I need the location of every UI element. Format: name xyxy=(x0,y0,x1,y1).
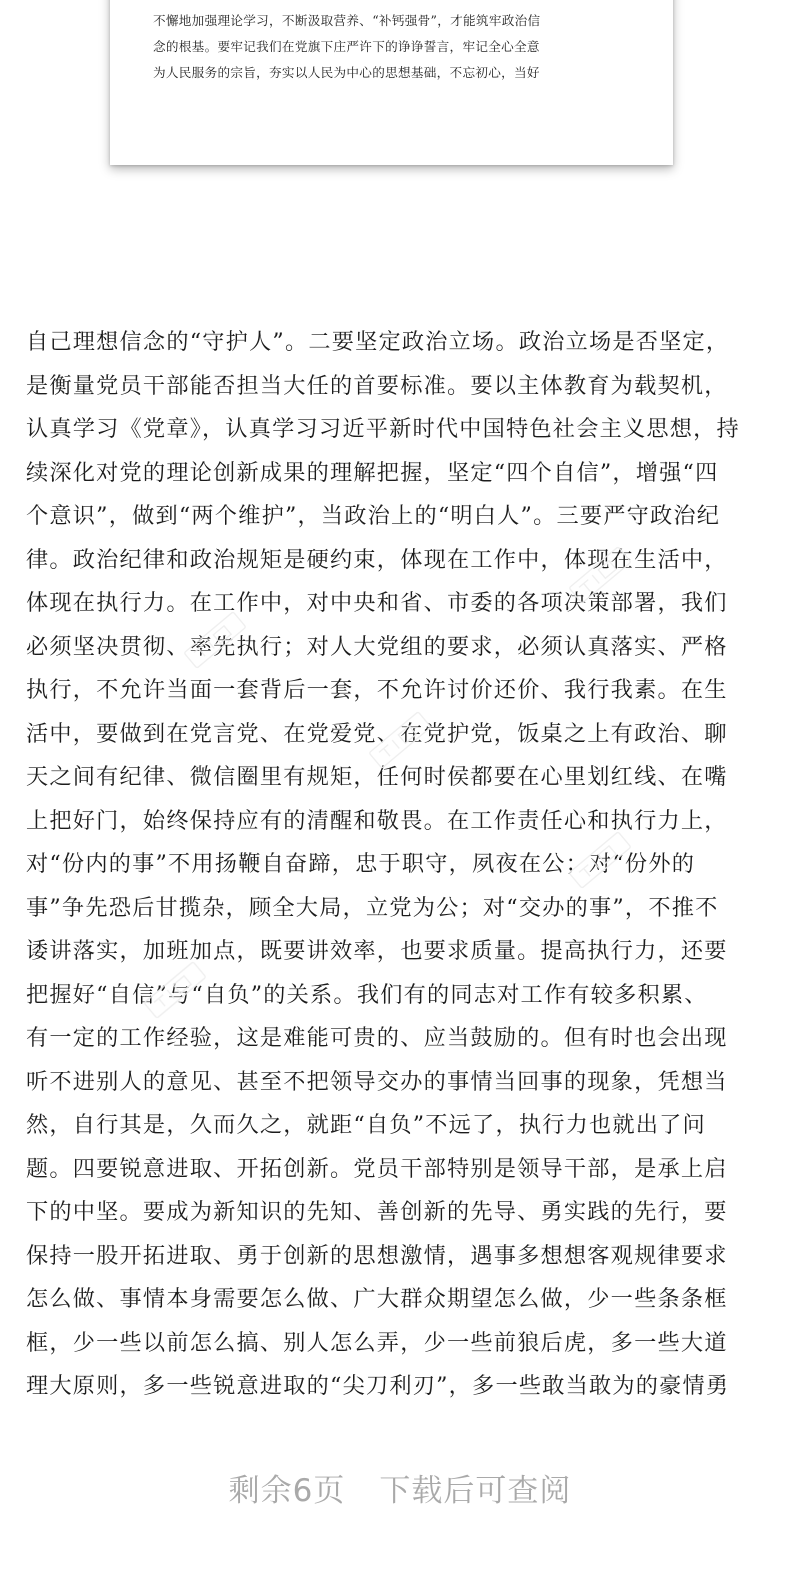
body-line: 诿讲落实，加班加点，既要讲效率，也要求质量。提高执行力，还要 xyxy=(26,938,728,964)
body-line: 把握好“自信”与“自负”的关系。我们有的同志对工作有较多积累、 xyxy=(26,981,708,1008)
body-line: 怎么做、事情本身需要怎么做、广大群众期望怎么做，少一些条条框 xyxy=(26,1286,728,1312)
body-line: 体现在执行力。在工作中，对中央和省、市委的各项决策部署，我们 xyxy=(26,590,728,616)
body-line: 认真学习《党章》，认真学习习近平新时代中国特色社会主义思想，持 xyxy=(26,416,740,442)
body-line: 自己理想信念的“守护人”。二要坚定政治立场。政治立场是否坚定， xyxy=(26,329,730,355)
body-line: 保持一股开拓进取、勇于创新的思想激情，遇事多想想客观规律要求 xyxy=(26,1242,728,1269)
remaining-pages-label: 剩余6页 xyxy=(228,1473,346,1509)
preview-line: 不懈地加强理论学习，不断汲取营养、“补钙强骨”，才能筑牢政治信 xyxy=(153,13,541,28)
body-line: 听不进别人的意见、甚至不把领导交办的事情当回事的现象，凭想当 xyxy=(26,1068,728,1095)
body-line: 对“份内的事”不用扬鞭自奋蹄，忠于职守，夙夜在公；对“份外的 xyxy=(26,851,696,877)
body-line: 下的中坚。要成为新知识的先知、善创新的先导、勇实践的先行，要 xyxy=(26,1199,728,1225)
body-line: 是衡量党员干部能否担当大任的首要标准。要以主体教育为载契机， xyxy=(26,372,728,399)
body-line: 上把好门，始终保持应有的清醒和敬畏。在工作责任心和执行力上， xyxy=(26,807,728,834)
body-line: 天之间有纪律、微信圈里有规矩，任何时侯都要在心里划红线、在嘴 xyxy=(26,764,728,790)
body-line: 框，少一些以前怎么搞、别人怎么弄，少一些前狼后虎，多一些大道 xyxy=(26,1329,728,1356)
page-preview-card xyxy=(110,0,673,165)
body-line: 活中，要做到在党言党、在党爱党、在党护党，饭桌之上有政治、聊 xyxy=(26,720,728,747)
body-line: 然，自行其是，久而久之，就距“自负”不远了，执行力也就出了问 xyxy=(26,1112,706,1138)
body-line: 续深化对党的理论创新成果的理解把握，坚定“四个自信”，增强“四 xyxy=(26,459,719,486)
document-body xyxy=(26,321,776,1409)
body-line: 题。四要锐意进取、开拓创新。党员干部特别是领导干部，是承上启 xyxy=(26,1155,728,1182)
body-line: 个意识”，做到“两个维护”，当政治上的“明白人”。三要严守政治纪 xyxy=(26,503,721,529)
body-line: 必须坚决贯彻、率先执行；对人大党组的要求，必须认真落实、严格 xyxy=(26,633,728,660)
download-to-view-label: 下载后可查阅 xyxy=(379,1473,572,1509)
body-line: 理大原则，多一些锐意进取的“尖刀利刃”，多一些敢当敢为的豪情勇 xyxy=(26,1373,730,1399)
preview-line: 为人民服务的宗旨，夯实以人民为中心的思想基础，不忘初心，当好 xyxy=(153,65,540,80)
body-line: 执行，不允许当面一套背后一套，不允许讨价还价、我行我素。在生 xyxy=(26,677,728,703)
body-line: 律。政治纪律和政治规矩是硬约束，体现在工作中，体现在生活中， xyxy=(26,546,728,573)
body-line: 有一定的工作经验，这是难能可贵的、应当鼓励的。但有时也会出现 xyxy=(26,1025,728,1051)
body-line: 事”争先恐后甘揽杂，顾全大局，立党为公；对“交办的事”，不推不 xyxy=(26,894,719,921)
preview-line: 念的根基。要牢记我们在党旗下庄严许下的诤诤誓言，牢记全心全意 xyxy=(153,39,540,54)
download-prompt-banner[interactable] xyxy=(0,1465,800,1510)
